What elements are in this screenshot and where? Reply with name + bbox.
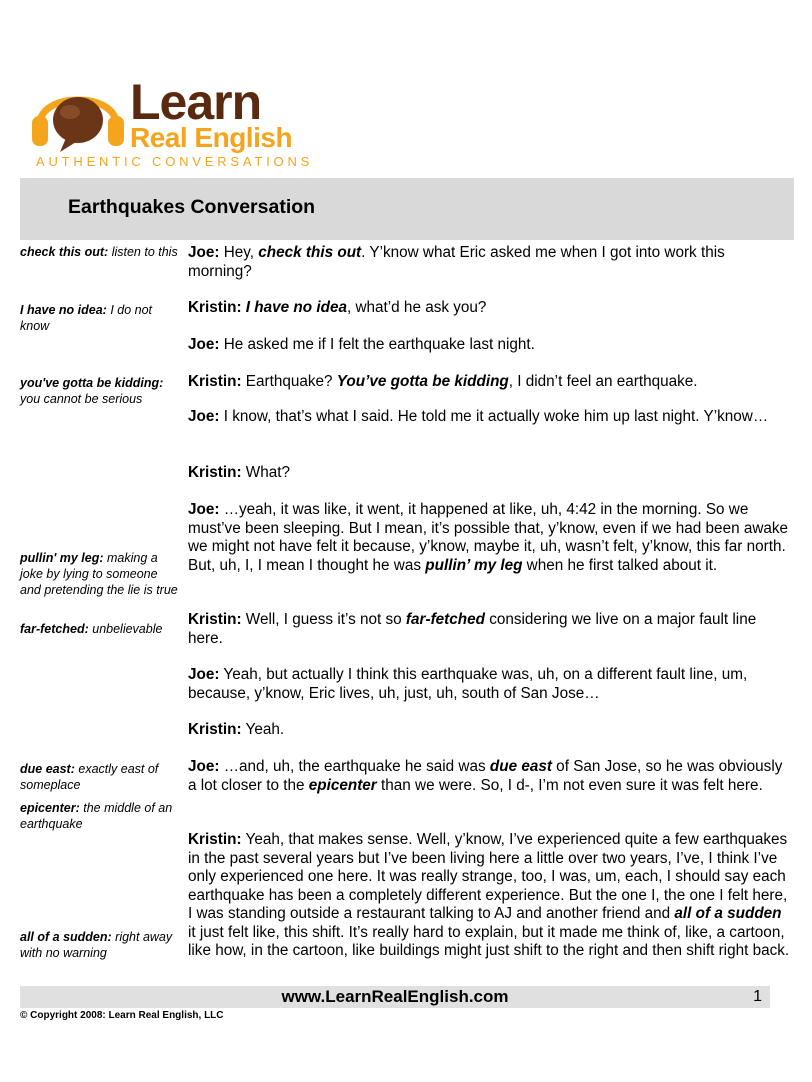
highlighted-phrase: due east [489, 758, 552, 775]
glossary-definition: listen to this [108, 245, 178, 259]
highlighted-phrase: epicenter [308, 776, 377, 794]
highlighted-phrase: far-fetched [405, 611, 485, 628]
footer-band [20, 986, 770, 1008]
dialogue-line [188, 373, 792, 392]
highlighted-phrase: check this out [258, 244, 362, 261]
glossary-term: check this out: [20, 245, 109, 259]
dialogue-text: I know, that’s what I said. He told me it actually woke him up last night. Y’know… [219, 408, 769, 425]
glossary-term: pullin' my leg: [20, 551, 104, 565]
speaker-name: Kristin: [188, 611, 242, 628]
dialogue-text: What? [241, 464, 291, 481]
dialogue-text: . Y’know what Eric asked me when I got into work this morning? [188, 244, 725, 280]
glossary-term: you've gotta be kidding: [20, 376, 164, 390]
copyright-text: © Copyright 2008: Learn Real English, LLC [20, 1010, 224, 1021]
speaker-name: Joe: [188, 666, 220, 683]
dialogue-text: , what’d he ask you? [346, 299, 487, 316]
glossary-term: far-fetched: [20, 622, 89, 636]
glossary-entry [20, 550, 180, 598]
dialogue-line [188, 501, 792, 575]
dialogue-line [188, 721, 792, 740]
speaker-name: Kristin: [188, 721, 242, 738]
dialogue-text: , I didn’t feel an earthquake. [508, 373, 698, 390]
dialogue-text: He asked me if I felt the earthquake last night. [219, 336, 535, 353]
dialogue-text: than we were. So, I d-, I’m not even sure it was felt here. [376, 776, 763, 794]
glossary-entry [20, 800, 180, 832]
glossary-entry [20, 761, 180, 793]
dialogue-text: Well, I guess it’s not so [241, 611, 406, 628]
speaker-name: Kristin: [188, 464, 242, 481]
footer-url[interactable]: www.LearnRealEnglish.com [281, 987, 509, 1006]
logo-learn-text: Learn [130, 74, 262, 130]
dialogue-text: it just felt like, this shift. It’s really hard to explain, but it made me think of, like, a cartoon, like how, in the cartoon, like buildings might just shift to the right and then shift right back. [188, 923, 790, 959]
glossary-definition: unbelievable [88, 622, 163, 636]
logo-tagline: AUTHENTIC CONVERSATIONS [36, 154, 314, 169]
highlighted-phrase: I have no idea [245, 299, 347, 316]
dialogue-text: Yeah. [241, 721, 285, 738]
speaker-name: Joe: [188, 408, 220, 425]
glossary-definition: I do not know [20, 303, 153, 333]
dialogue-text: Yeah, that makes sense. Well, y’know, I’ve experienced quite a few earthquakes in the past several years but I’ve been living here a little over two years, I’ve, I think I’ve only experienced one here. It was really strange, too, I was, um, each, I should say each earthquake has been a completely different experience. But the one I, the one I felt here, I was standing outside a restaurant talking to AJ and another friend and [188, 831, 788, 922]
page-number: 1 [753, 988, 762, 1005]
dialogue-text: Earthquake? [241, 373, 337, 390]
dialogue-text: considering we live on a major fault line here. [188, 611, 757, 647]
glossary-definition: the middle of an earthquake [20, 801, 173, 831]
dialogue-line [188, 758, 792, 795]
dialogue-line [188, 408, 792, 427]
dialogue-line [188, 464, 792, 483]
dialogue-text: …yeah, it was like, it went, it happened at like, uh, 4:42 in the morning. So we must’ve been sleeping. But I mean, it’s possible that, y’know, even if we had been awake we might not have felt it because, y’know, maybe it, uh, wasn’t felt, y’know, this far north. But, uh, I, I mean I thought he was [188, 501, 789, 574]
dialogue-text: …and, uh, the earthquake he said was [219, 758, 490, 775]
dialogue-text: when he first talked about it. [522, 556, 718, 574]
page-title: Earthquakes Conversation [68, 196, 316, 218]
headphones-icon [30, 72, 126, 156]
logo-real-english-text: Real English [130, 122, 293, 153]
glossary-entry [20, 929, 180, 961]
speaker-name: Joe: [188, 501, 220, 518]
dialogue-line [188, 244, 792, 281]
speaker-name: Joe: [188, 336, 220, 353]
dialogue-line [188, 611, 792, 648]
dialogue-line [188, 831, 792, 961]
speaker-name: Kristin: [188, 299, 242, 316]
glossary-definition: right away with no warning [20, 930, 173, 960]
dialogue-text: Yeah, but actually I think this earthquake was, uh, on a different fault line, um, because, y’know, Eric lives, uh, just, uh, south of San Jose… [188, 666, 748, 702]
speaker-name: Joe: [188, 244, 220, 261]
dialogue-line [188, 666, 792, 703]
brand-logo [30, 72, 320, 172]
glossary-term: I have no idea: [20, 303, 107, 317]
highlighted-phrase: all of a sudden [674, 905, 782, 922]
dialogue-text: of San Jose, so he was obviously a lot closer to the [188, 758, 783, 794]
highlighted-phrase: pullin’ my leg [425, 556, 523, 574]
title-band [20, 178, 794, 240]
glossary-entry [20, 375, 180, 407]
glossary-definition: exactly east of someplace [20, 762, 159, 792]
speaker-name: Kristin: [188, 373, 242, 390]
dialogue-line [188, 299, 792, 318]
glossary-definition: making a joke by lying to someone and pretending the lie is true [20, 551, 178, 597]
dialogue-text: Hey, [219, 244, 259, 261]
glossary-entry [20, 244, 180, 260]
glossary-term: all of a sudden: [20, 930, 112, 944]
glossary-definition: you cannot be serious [20, 392, 143, 406]
glossary-term: due east: [20, 762, 75, 776]
glossary-term: epicenter: [20, 801, 80, 815]
highlighted-phrase: You’ve gotta be kidding [336, 373, 509, 390]
glossary-entry [20, 302, 180, 334]
glossary-entry [20, 621, 180, 637]
speaker-name: Joe: [188, 758, 220, 775]
speaker-name: Kristin: [188, 831, 242, 848]
dialogue-line [188, 336, 792, 355]
